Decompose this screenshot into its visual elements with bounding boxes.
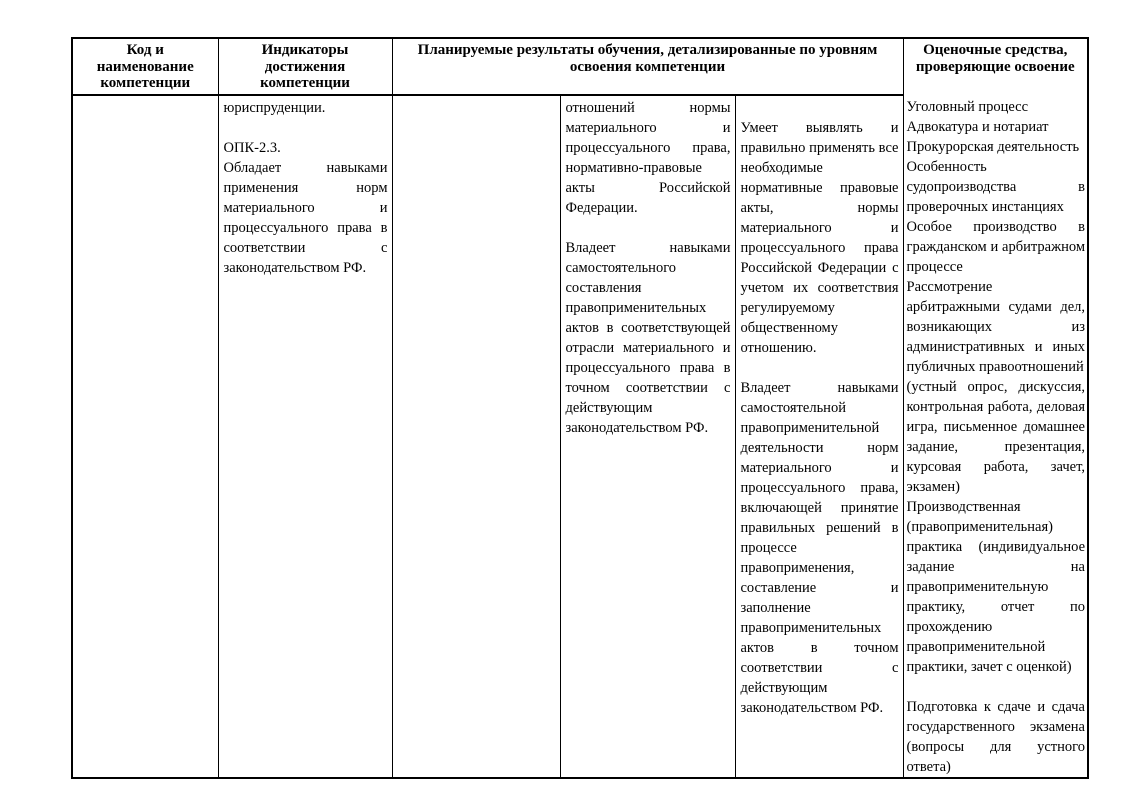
paragraph: Особенность судопроизводства в проверочных инстанциях [906, 158, 1085, 215]
paragraph [907, 677, 1086, 697]
cell-indicators [218, 95, 392, 778]
header-competency-code: Код и наименование компетенции [72, 38, 218, 95]
paragraph [741, 358, 899, 378]
paragraph: Адвокатура и нотариат [906, 118, 1049, 135]
paragraph: Подготовка к сдаче и сдача государственного экзамена (вопросы для устного ответа) [906, 698, 1085, 775]
paragraph: Владеет навыками самостоятельной правоприменительной деятельности норм материального и процессуального права, включающей принятие правильных решений в процессе правоприменения, составление и заполнение правоприменительных актов в точном соответствии с действующим законодательством РФ. [740, 379, 899, 716]
paragraph: юриспруденции. [223, 99, 326, 116]
paragraph: Уголовный процесс [906, 98, 1029, 115]
header-indicators: Индикаторы достижения компетенции [218, 38, 392, 95]
paragraph: (устный опрос, дискуссия, контрольная работа, деловая игра, письменное домашнее задание, презентация, курсовая работа, зачет, экзамен) [906, 378, 1085, 495]
paragraph: отношений нормы материального и процессуального права, нормативно-правовые акты Российской Федерации. [565, 99, 731, 216]
paragraph: Производственная (правоприменительная) практика (индивидуальное задание на правоприменительную практику, отчет по прохождению правоприменительной практики, зачет с оценкой) [906, 498, 1085, 675]
paragraph [741, 98, 899, 118]
paragraph: Обладает навыками применения норм материального и процессуального права в соответствии с законодательством РФ. [223, 159, 388, 276]
cell-assessment-tools [903, 95, 1088, 778]
table-body-row [72, 95, 1088, 778]
cell-results-level-2 [560, 95, 735, 778]
cell-results-level-1 [392, 95, 560, 778]
competency-table [71, 37, 1089, 779]
cell-results-level-3 [735, 95, 903, 778]
paragraph: Владеет навыками самостоятельного составления правоприменительных актов в соответствующей отрасли материального и процессуального права в точном соответствии с действующим законодательством РФ. [565, 239, 731, 436]
header-assessment-tools: Оценочные средства, проверяющие освоение [903, 38, 1088, 95]
paragraph: Рассмотрение арбитражными судами дел, возникающих из административных и иных публичных правоотношений [906, 278, 1085, 375]
header-planned-results: Планируемые результаты обучения, детализированные по уровням освоения компетенции [392, 38, 903, 95]
paragraph: Прокурорская деятельность [906, 138, 1080, 155]
paragraph [566, 218, 731, 238]
paragraph: Особое производство в гражданском и арбитражном процессе [906, 218, 1085, 275]
paragraph [224, 118, 388, 138]
cell-competency-code [72, 95, 218, 778]
paragraph: Умеет выявлять и правильно применять все необходимые нормативные правовые акты, нормы материального и процессуального права Российской Федерации с учетом их соответствия регулируемому общественному отношению. [740, 119, 899, 356]
paragraph: ОПК-2.3. [223, 139, 281, 156]
table-header-row [72, 38, 1088, 95]
